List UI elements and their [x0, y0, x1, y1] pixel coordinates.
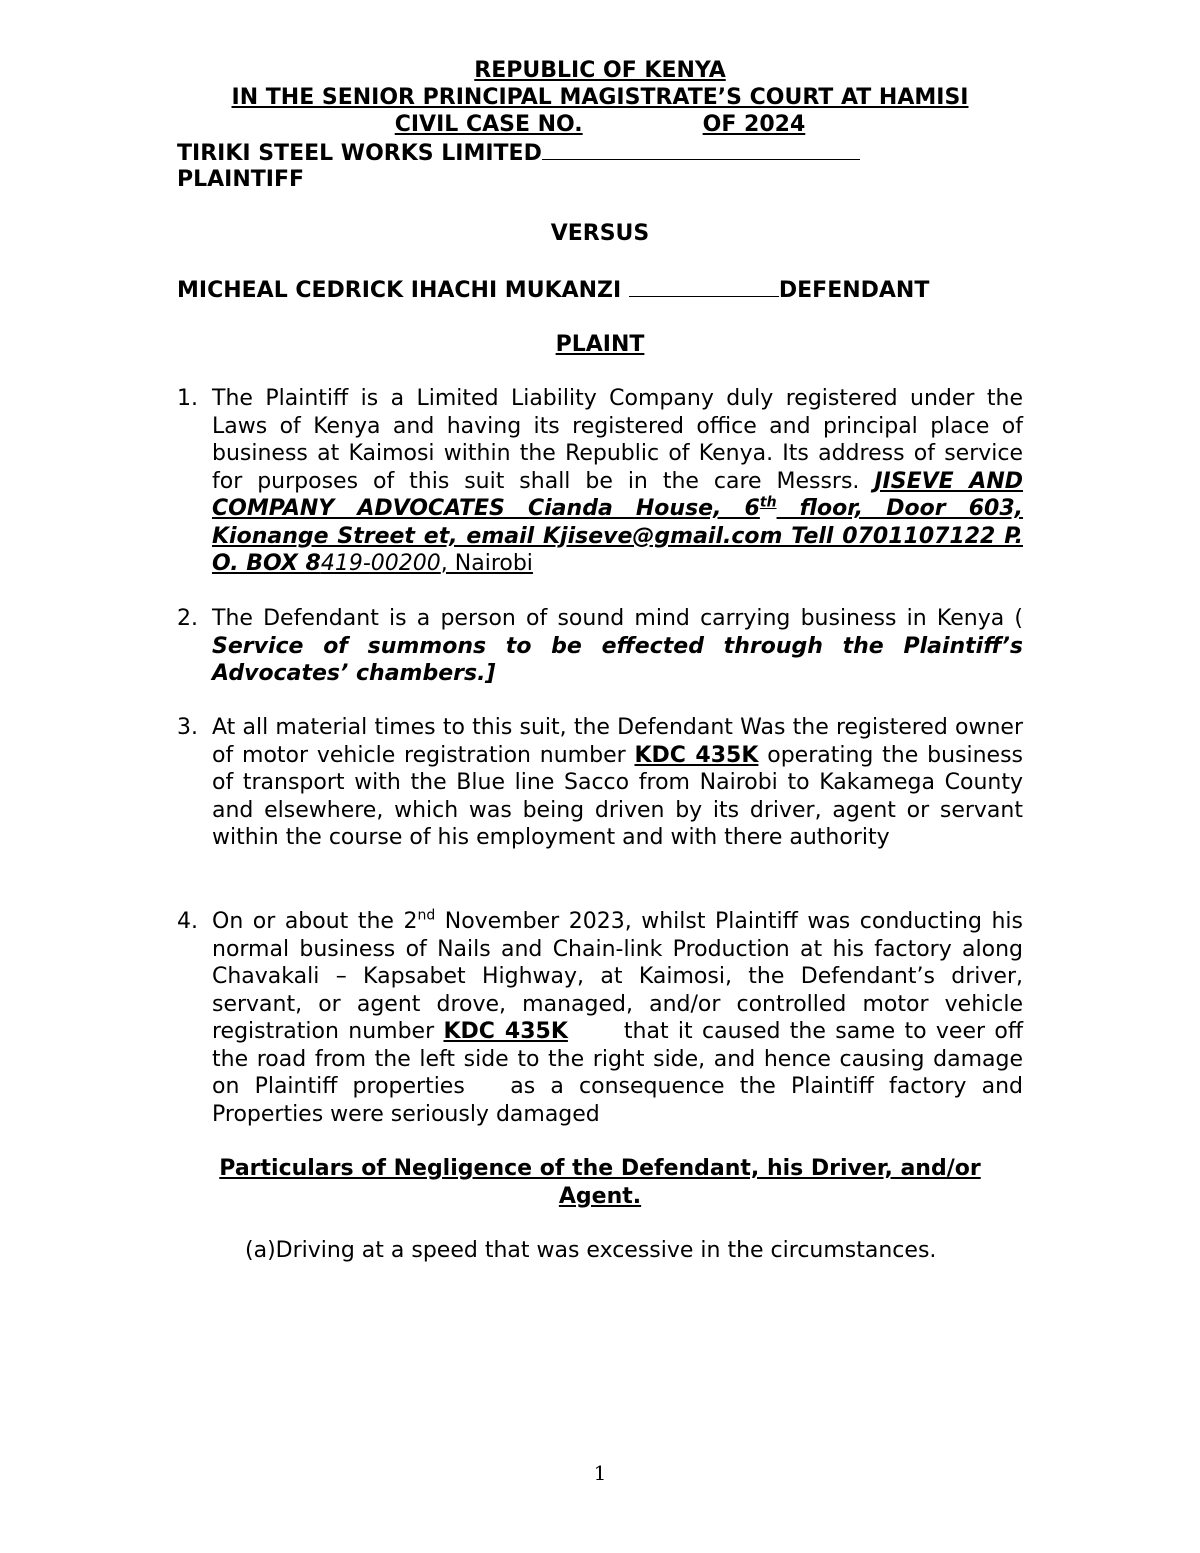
- header-court: IN THE SENIOR PRINCIPAL MAGISTRATE’S COURT AT HAMISI: [231, 85, 969, 110]
- plaint-title: PLAINT: [555, 332, 645, 357]
- paragraph-body: On or about the 2nd November 2023, whilst Plaintiff was conducting his normal business of Nails and Chain-link Production at his factory along Chavakali – Kapsabet Highway, at Kaimosi, the Defendant’s driver, servant, or agent drove, managed, and/or controlled motor vehicle registration number KDC 435K that it caused the same to veer off the road from the left side to the right side, and hence causing damage on Plaintiff properties as a consequence the Plaintiff factory and Properties were seriously damaged: [212, 907, 1030, 1127]
- header-case-number: CIVIL CASE NO. OF 2024: [394, 112, 806, 137]
- plaintiff-label: PLAINTIFF: [177, 167, 305, 192]
- paragraph-number: 2.: [177, 606, 198, 631]
- defendant-label: DEFENDANT: [778, 278, 930, 303]
- particulars-heading: Particulars of Negligence of the Defendant, his Driver, and/or Agent.: [219, 1156, 981, 1209]
- paragraph-body: The Defendant is a person of sound mind carrying business in Kenya ( Service of summons to be effected through the Plaintiff’s Advocates’ chambers.]: [212, 606, 1023, 686]
- item-text: Driving at a speed that was excessive in the circumstances.: [275, 1238, 937, 1263]
- paragraph-2: [177, 605, 1023, 688]
- paragraph-number: 3.: [177, 715, 198, 740]
- paragraph-body: The Plaintiff is a Limited Liability Company duly registered under the Laws of Kenya and having its registered office and principal place of business at Kaimosi within the Republic of Kenya. Its address of service for purposes of this suit shall be in the care Messrs. JISEVE AND COMPANY ADVOCATES Cianda House, 6th floor, Door 603, Kionange Street et, email Kjiseve@gmail.com Tell 0701107122 P. O. BOX 8419-00200, Nairobi: [212, 386, 1023, 576]
- item-label: (a): [245, 1238, 276, 1263]
- paragraph-number: 4.: [177, 909, 198, 934]
- paragraph-4: [177, 907, 1030, 1128]
- signature-blank: [629, 276, 779, 297]
- page-number: 1: [593, 1461, 607, 1485]
- signature-blank: [542, 139, 860, 160]
- versus-label: VERSUS: [550, 221, 650, 246]
- header-republic: REPUBLIC OF KENYA: [474, 58, 726, 83]
- particulars-item-a: [245, 1237, 1045, 1265]
- paragraph-1: [177, 385, 1023, 578]
- paragraph-number: 1.: [177, 386, 198, 411]
- defendant-line: [177, 276, 929, 305]
- plaintiff-name: TIRIKI STEEL WORKS LIMITED: [177, 141, 542, 166]
- defendant-name: MICHEAL CEDRICK IHACHI MUKANZI: [177, 278, 622, 303]
- paragraph-body: At all material times to this suit, the Defendant Was the registered owner of motor vehicle registration number KDC 435K operating the business of transport with the Blue line Sacco from Nairobi to Kakamega County and elsewhere, which was being driven by its driver, agent or servant within the course of his employment and with there authority: [212, 715, 1023, 850]
- paragraph-3: [177, 714, 1023, 852]
- plaintiff-line: [177, 139, 860, 168]
